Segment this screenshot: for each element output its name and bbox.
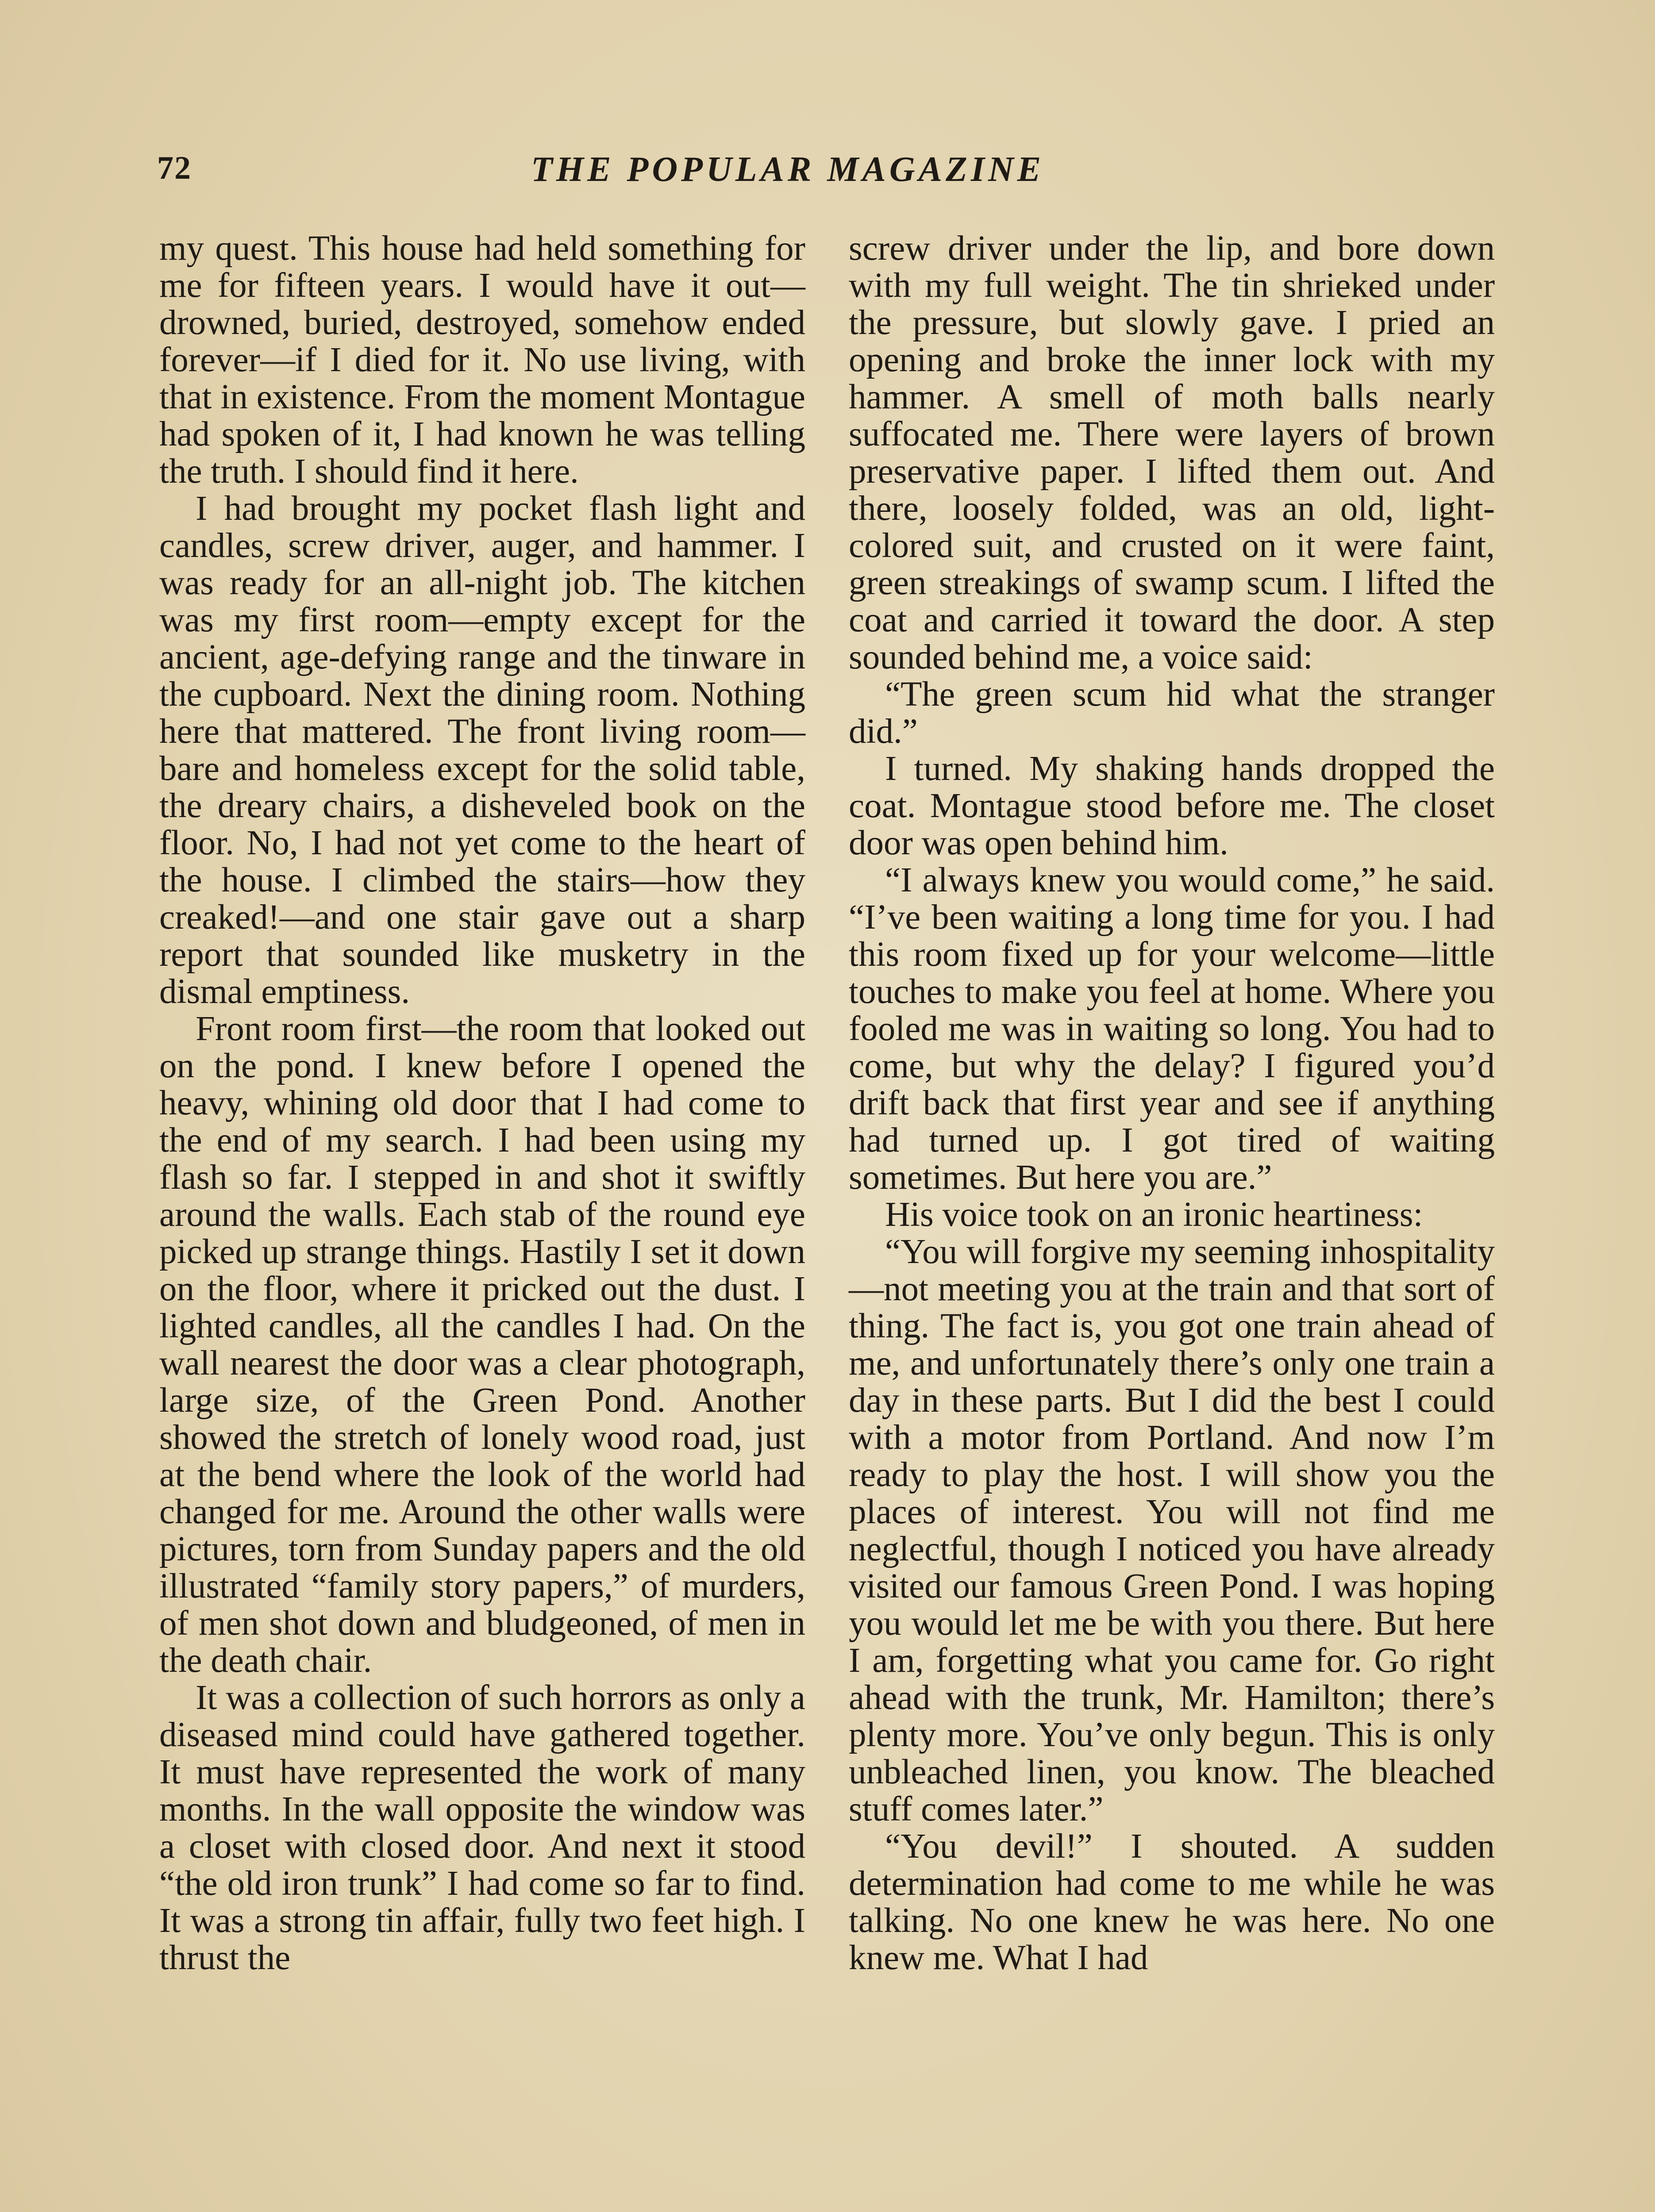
right-column [849, 230, 1495, 1977]
left-column [159, 230, 805, 1977]
page-number: 72 [157, 150, 192, 186]
paragraph: I had brought my pocket flash light and candles, screw driver, auger, and hammer. I was ready for an all-night job. The kitchen was my first room—empty except for the ancient, age-defying range and the tinware in the cupboard. Next the dining room. Nothing here that mattered. The front living room—bare and homeless except for the solid table, the dreary chairs, a disheveled book on the floor. No, I had not yet come to the heart of the house. I climbed the stairs—how they creaked!—and one stair gave out a sharp report that sounded like musketry in the dismal emptiness. [159, 489, 805, 1011]
paragraph: “The green scum hid what the stranger did.” [849, 675, 1495, 751]
running-title: THE POPULAR MAGAZINE [531, 150, 1045, 189]
paragraph: “You devil!” I shouted. A sudden determination had come to me while he was talking. No one knew he was here. No one knew me. What I had [849, 1827, 1495, 1977]
paragraph: screw driver under the lip, and bore down with my full weight. The tin shrieked under the pressure, but slowly gave. I pried an opening and broke the inner lock with my hammer. A smell of moth balls nearly suffocated me. There were layers of brown preservative paper. I lifted them out. And there, loosely folded, was an old, light-colored suit, and crusted on it were faint, green streakings of swamp scum. I lifted the coat and carried it toward the door. A step sounded behind me, a voice said: [849, 229, 1495, 676]
paragraph: my quest. This house had held something for me for fifteen years. I would have it out—drowned, buried, destroyed, somehow ended forever—if I died for it. No use living, with that in existence. From the moment Montague had spoken of it, I had known he was telling the truth. I should find it here. [159, 229, 805, 491]
paragraph: It was a collection of such horrors as only a diseased mind could have gathered together. It must have represented the work of many months. In the wall opposite the window was a closet with closed door. And next it stood “the old iron trunk” I had come so far to find. It was a strong tin affair, fully two feet high. I thrust the [159, 1678, 805, 1977]
paragraph: “I always knew you would come,” he said. “I’ve been waiting a long time for you. I had this room fixed up for your welcome—little touches to make you feel at home. Where you fooled me was in waiting so long. You had to come, but why the delay? I figured you’d drift back that first year and see if anything had turned up. I got tired of waiting sometimes. But here you are.” [849, 861, 1495, 1197]
paragraph: Front room first—the room that looked out on the pond. I knew before I opened the heavy, whining old door that I had come to the end of my search. I had been using my flash so far. I stepped in and shot it swiftly around the walls. Each stab of the round eye picked up strange things. Hastily I set it down on the floor, where it pricked out the dust. I lighted candles, all the candles I had. On the wall nearest the door was a clear photograph, large size, of the Green Pond. Another showed the stretch of lonely wood road, just at the bend where the look of the world had changed for me. Around the other walls were pictures, torn from Sunday papers and the old illustrated “family story papers,” of murders, of men shot down and bludgeoned, of men in the death chair. [159, 1010, 805, 1680]
paragraph: His voice took on an ironic heartiness: [885, 1195, 1423, 1234]
paragraph: “You will forgive my seeming inhospitality—not meeting you at the train and that sort of thing. The fact is, you got one train ahead of me, and unfortunately there’s only one train a day in these parts. But I did the best I could with a motor from Portland. And now I’m ready to play the host. I will show you the places of interest. You will not find me neglectful, though I noticed you have already visited our famous Green Pond. I was hoping you would let me be with you there. But here I am, forgetting what you came for. Go right ahead with the trunk, Mr. Hamilton; there’s plenty more. You’ve only begun. This is only unbleached linen, you know. The bleached stuff comes later.” [849, 1233, 1495, 1828]
paragraph: I turned. My shaking hands dropped the coat. Montague stood before me. The closet door was open behind him. [849, 749, 1495, 862]
